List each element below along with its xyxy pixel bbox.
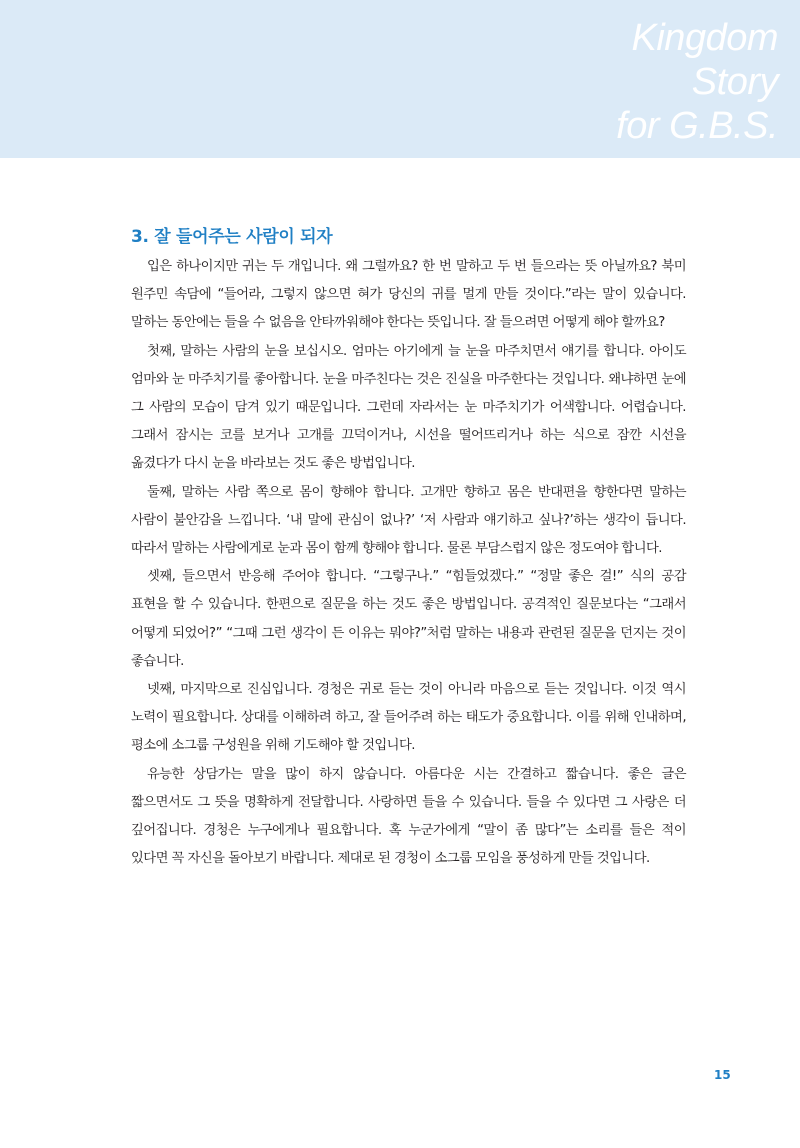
main-content xyxy=(131,225,686,873)
paragraph-fourth: 넷째, 마지막으로 진심입니다. 경청은 귀로 듣는 것이 아니라 마음으로 듣는 것입니다. 이것 역시 노력이 필요합니다. 상대를 이해하려 하고, 잘 들어주려 하는 태도가 중요합니다. 이를 위해 인내하며, 평소에 소그룹 구성원을 위해 기도해야 할 것입니다. xyxy=(131,682,686,754)
header-title-line: Story xyxy=(691,61,778,103)
paragraph-conclusion: 유능한 상담가는 말을 많이 하지 않습니다. 아름다운 시는 간결하고 짧습니다. 좋은 글은 짧으면서도 그 뜻을 명확하게 전달합니다. 사랑하면 들을 수 있습니다. 들을 수 있다면 그 사랑은 더 깊어집니다. 경청은 누구에게나 필요합니다. 혹 누군가에게 “말이 좀 많다”는 소리를 들은 적이 있다면 꼭 자신을 돌아보기 바랍니다. 제대로 된 경청이 소그룹 모임을 풍성하게 만들 것입니다. xyxy=(131,766,686,867)
page-number: 15 xyxy=(714,1068,731,1082)
header-title-line: Kingdom xyxy=(631,17,778,59)
header-title xyxy=(616,16,778,148)
paragraph-intro: 입은 하나이지만 귀는 두 개입니다. 왜 그럴까요? 한 번 말하고 두 번 들으라는 뜻 아닐까요? 북미 원주민 속담에 “들어라, 그렇지 않으면 혀가 당신의 귀를 멀게 만들 것이다.”라는 말이 있습니다. 말하는 동안에는 들을 수 없음을 안타까워해야 한다는 뜻입니다. 잘 들으려면 어떻게 해야 할까요? xyxy=(131,259,686,331)
header-title-line: for G.B.S. xyxy=(616,105,778,147)
paragraph-second: 둘째, 말하는 사람 쪽으로 몸이 향해야 합니다. 고개만 향하고 몸은 반대편을 향한다면 말하는 사람이 불안감을 느낍니다. ‘내 말에 관심이 없나?’ ‘저 사람과 얘기하고 싶나?’하는 생각이 듭니다. 따라서 말하는 사람에게로 눈과 몸이 함께 향해야 합니다. 물론 부담스럽지 않은 정도여야 합니다. xyxy=(131,484,686,557)
paragraph-third: 셋째, 들으면서 반응해 주어야 합니다. “그렇구나.” “힘들었겠다.” “정말 좋은 걸!” 식의 공감 표현을 할 수 있습니다. 한편으로 질문을 하는 것도 좋은 방법입니다. 공격적인 질문보다는 “그래서 어떻게 되었어?” “그때 그런 생각이 든 이유는 뭐야?”처럼 말하는 내용과 관련된 질문을 던지는 것이 좋습니다. xyxy=(131,569,686,669)
header-band xyxy=(0,0,800,158)
paragraph-first: 첫째, 말하는 사람의 눈을 보십시오. 엄마는 아기에게 늘 눈을 마주치면서 얘기를 합니다. 아이도 엄마와 눈 마주치기를 좋아합니다. 눈을 마주친다는 것은 진실을 마주한다는 것입니다. 왜냐하면 눈에 그 사람의 모습이 담겨 있기 때문입니다. 그런데 자라서는 눈 마주치기가 어색합니다. 어렵습니다. 그래서 잠시는 코를 보거나 고개를 끄덕이거나, 시선을 떨어뜨리거나 하는 식으로 잠깐 시선을 옮겼다가 다시 눈을 바라보는 것도 좋은 방법입니다. xyxy=(131,343,686,472)
section-heading: 3. 잘 들어주는 사람이 되자 xyxy=(131,227,333,247)
